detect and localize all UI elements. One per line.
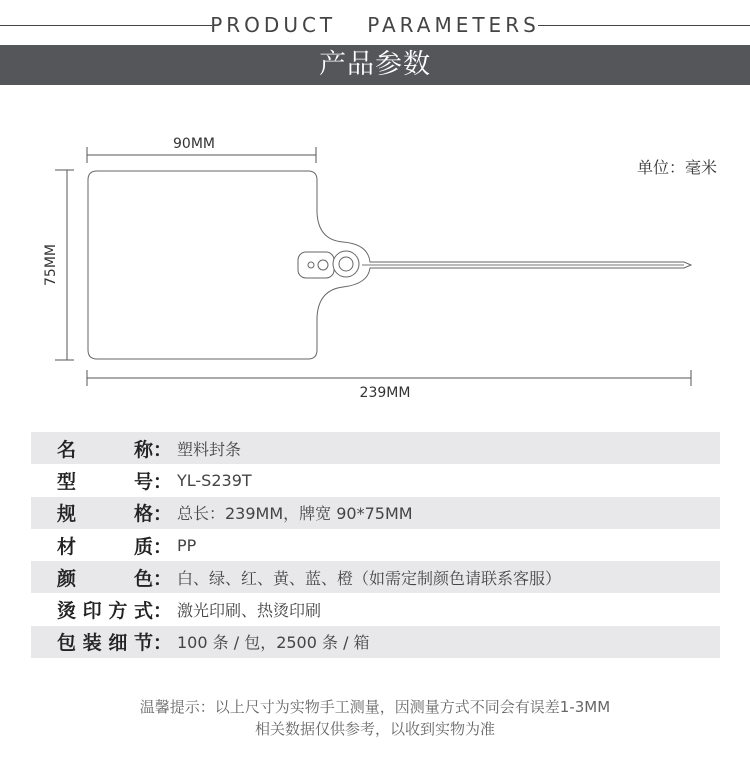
param-row-color — [31, 561, 720, 593]
param-row-packaging — [31, 626, 720, 658]
length-dimension — [87, 370, 691, 386]
param-value: 激光印刷、热烫印刷 — [177, 601, 322, 621]
unit-label: 单位：毫米 — [637, 158, 718, 177]
product-dimension-diagram — [0, 100, 750, 420]
param-colon: ： — [153, 470, 173, 493]
param-colon: ： — [153, 503, 173, 526]
notes — [0, 696, 750, 740]
param-label: 烫印方式 — [57, 600, 153, 623]
param-colon: ： — [153, 632, 173, 655]
param-row-spec — [31, 497, 720, 529]
param-label: 包装细节 — [57, 632, 153, 655]
param-value: 塑料封条 — [177, 439, 242, 459]
param-row-printing — [31, 593, 720, 625]
lock-slot — [298, 252, 334, 278]
param-label: 型号 — [57, 470, 153, 493]
param-colon: ： — [153, 600, 173, 623]
param-colon: ： — [153, 535, 173, 558]
note-line-1: 温馨提示：以上尺寸为实物手工测量，因测量方式不同会有误差1-3MM — [139, 698, 611, 716]
param-label: 材质 — [57, 535, 153, 558]
param-value: 总长：239MM，牌宽 90*75MM — [177, 504, 413, 524]
param-colon: ： — [153, 438, 173, 461]
lock-ring-outer — [333, 251, 359, 277]
param-value: YL-S239T — [177, 470, 252, 490]
param-label: 颜色 — [57, 567, 153, 590]
param-row-material — [31, 529, 720, 561]
length-label: 239MM — [359, 385, 411, 401]
param-value: PP — [177, 535, 197, 555]
page-title: 产品参数 — [0, 45, 750, 85]
param-colon: ： — [153, 567, 173, 590]
note-line-2: 相关数据仅供参考，以收到实物为准 — [254, 720, 495, 738]
width-label: 90MM — [173, 136, 215, 152]
param-label: 名称 — [57, 438, 153, 461]
param-row-model — [31, 464, 720, 496]
header-title-en: PRODUCT PARAMETERS — [210, 13, 540, 37]
param-row-name — [31, 432, 720, 464]
param-value: 100 条 / 包，2500 条 / 箱 — [177, 633, 370, 653]
height-label: 75MM — [43, 244, 59, 286]
param-value: 白、绿、红、黄、蓝、橙（如需定制颜色请联系客服） — [177, 568, 562, 588]
parameter-table — [31, 432, 720, 658]
param-label: 规格 — [57, 503, 153, 526]
